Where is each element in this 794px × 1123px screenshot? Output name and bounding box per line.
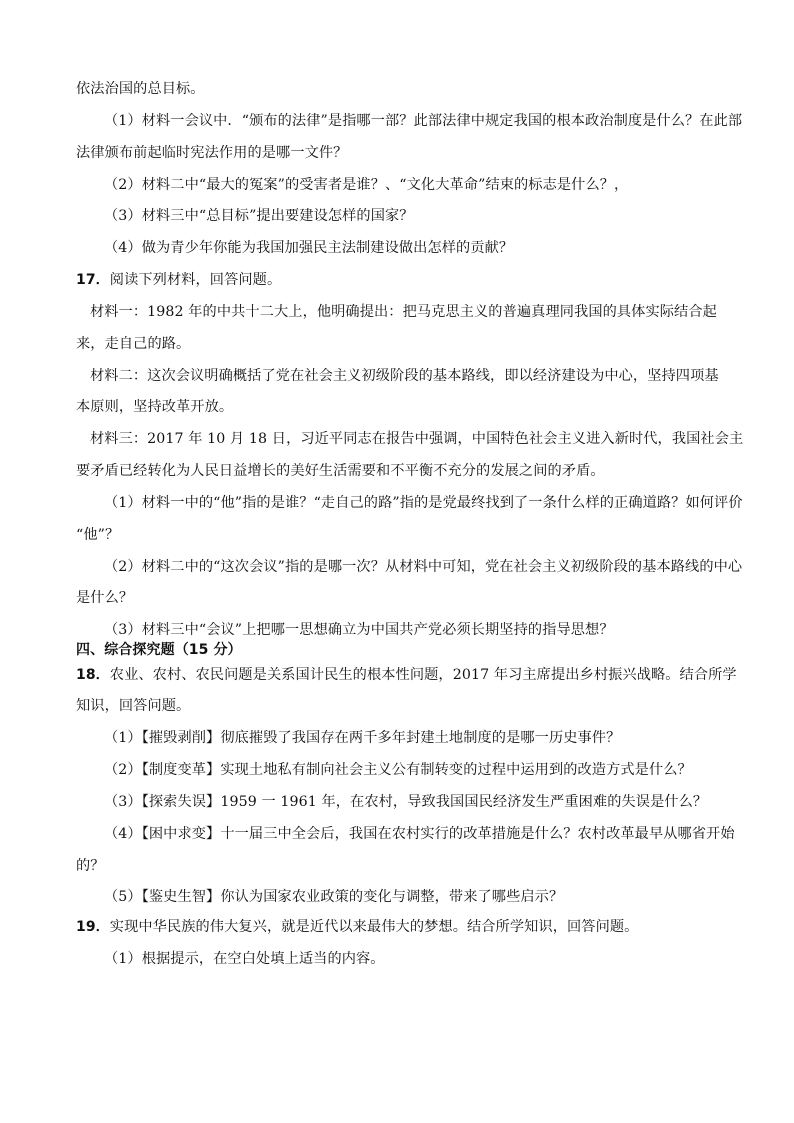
material-3-line: 材料三：2017 年 10 月 18 日，习近平同志在报告中强调，中国特色社会主义进入新时代，我国社会主	[90, 431, 744, 447]
question-17-stem	[76, 270, 726, 290]
question-18-5: （5）【鉴史生智】你认为国家农业政策的变化与调整，带来了哪些启示？	[104, 889, 564, 905]
question-17-2: （2）材料二中的“这次会议”指的是哪一次？从材料中可知，党在社会主义初级阶段的基本路线的中心	[104, 559, 743, 575]
question-16-4: （4）做为青少年你能为我国加强民主法制建设做出怎样的贡献？	[104, 240, 514, 256]
question-text: 阅读下列材料，回答问题。	[109, 272, 282, 288]
question-16-2: （2）材料二中“最大的冤案”的受害者是谁？、“文化大革命”结束的标志是什么？，	[104, 177, 629, 193]
text-line: 来，走自己的路。	[76, 336, 191, 352]
text-line: 是什么？	[76, 590, 134, 606]
question-19-1: （1）根据提示，在空白处填上适当的内容。	[104, 951, 385, 967]
material-2-line: 材料二：这次会议明确概括了党在社会主义初级阶段的基本路线，即以经济建设为中心，坚持四项基	[90, 368, 719, 384]
text-line: 知识，回答问题。	[76, 698, 191, 714]
question-17-1: （1）材料一中的“他”指的是谁？“走自己的路”指的是党最终找到了一条什么样的正确道路？如何评价	[104, 495, 743, 511]
question-number: 17．	[76, 272, 110, 288]
section-heading: 四、综合探究题（15 分）	[76, 642, 242, 658]
question-19-stem	[76, 917, 726, 937]
question-text: 实现中华民族的伟大复兴，就是近代以来最伟大的梦想。结合所学知识，回答问题。	[109, 919, 639, 935]
question-text: 农业、农村、农民问题是关系国计民生的根本性问题，2017 年习主席提出乡村振兴战略。结合所学	[109, 667, 737, 683]
text-line: 的？	[76, 858, 105, 874]
question-18-2: （2）【制度变革】实现土地私有制向社会主义公有制转变的过程中运用到的改造方式是什么？	[104, 762, 692, 778]
text-line: “他”？	[76, 527, 120, 543]
material-1-line: 材料一：1982 年的中共十二大上，他明确提出：把马克思主义的普遍真理同我国的具体实际结合起	[90, 304, 717, 320]
question-18-stem	[76, 665, 737, 685]
question-16-3: （3）材料三中“总目标”提出要建设怎样的国家？	[104, 208, 414, 224]
text-line: 法律颁布前起临时宪法作用的是哪一文件？	[76, 145, 348, 161]
text-line: 依法治国的总目标。	[76, 81, 205, 97]
question-number: 19．	[76, 919, 110, 935]
question-18-3: （3）【探索失误】1959 一 1961 年，在农村，导致我国国民经济发生严重困难的失误是什么？	[104, 794, 708, 810]
text-line: 要矛盾已经转化为人民日益增长的美好生活需要和不平衡不充分的发展之间的矛盾。	[76, 463, 605, 479]
text-line: 本原则，坚持改革开放。	[76, 399, 234, 415]
question-18-4: （4）【困中求变】十一届三中全会后，我国在农村实行的改革措施是什么？农村改革最早从哪省开始	[104, 826, 735, 842]
question-number: 18．	[76, 667, 110, 683]
question-18-1: （1）【摧毁剥削】彻底摧毁了我国存在两千多年封建土地制度的是哪一历史事件？	[104, 730, 621, 746]
question-16-1: （1）材料一会议中．“颁布的法律”是指哪一部？此部法律中规定我国的根本政治制度是什么？在此部	[104, 113, 743, 129]
question-17-3: （3）材料三中“会议”上把哪一思想确立为中国共产党必须长期坚持的指导思想？	[104, 622, 614, 638]
